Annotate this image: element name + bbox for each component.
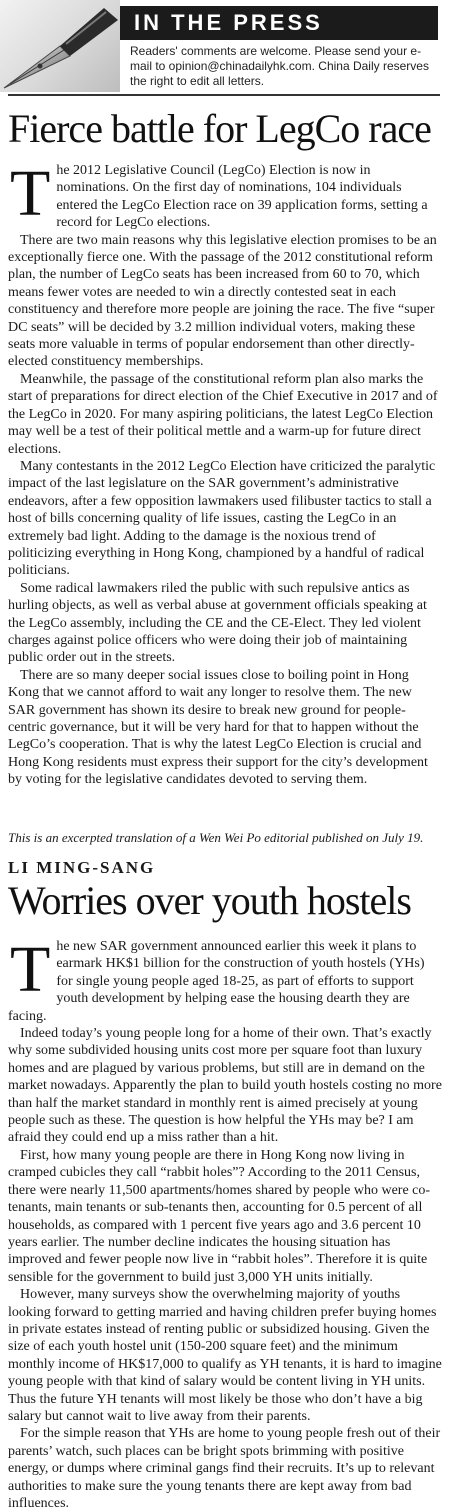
- article-1-paragraph: The 2012 Legislative Council (LegCo) Election is now in nominations. On the first day of nominations, 104 individuals entered the LegCo Election race on 39 application forms, setting a record for LegCo elections.: [10, 157, 428, 231]
- article-1-paragraph: Some radical lawmakers riled the public with such repulsive antics as hurling objects, as well as verbal abuse at government officials speaking at the LegCo assembly, including the CE and the CE-Elect. They led violent charges against police officers who were doing their job of maintaining public order out in the streets.: [8, 580, 427, 666]
- article-2-paragraph: First, how many young people are there in Hong Kong now living in cramped cubicles they call “rabbit holes”? According to the 2011 Census, there were nearly 11,500 apartments/homes shared by people who were co-tenants, main tenants or sub-tenants then, accounting for 0.5 percent of all households, as compared with 1 percent five years ago and 3.6 percent 10 years earlier. The number decline indicates the housing situation has improved and fewer people now live in “rabbit holes”. Therefore it is quite sensible for the government to build just 3,000 YH units initially.: [8, 1147, 431, 1285]
- article-1-paragraph: There are two main reasons why this legislative election promises to be an exceptionally fierce one. With the passage of the 2012 constitutional reform plan, the number of LegCo seats has been increased from 60 to 70, which means fewer votes are needed to win a directly contested seat in each constituency and therefore more people are joining the race. The five “super DC seats” will be decided by 3.2 million individual voters, making these seats more valuable in terms of popular endorsement than other directly-elected constituency memberships.: [8, 232, 437, 370]
- article-2-headline: Worries over youth hostels: [8, 878, 411, 923]
- article-2-paragraph: However, many surveys show the overwhelming majority of youths looking forward to getting married and having children prefer buying homes in private estates instead of renting public or subsidized housing. Given the size of each youth hostel unit (150-200 square feet) and the minimum monthly income of HK$17,000 to qualify as YH tenants, it is hard to imagine young people with that kind of salary would be content living in YH units. Thus the future YH tenants will most likely be those who don’t have a big salary but cannot wait to live away from their parents.: [8, 1287, 442, 1424]
- article-2-paragraph: For the simple reason that YHs are home to young people fresh out of their parents’ watch, such places can be bright spots brimming with positive energy, or dumps where criminal gangs find their recruits. It’s up to relevant authorities to make sure the young tenants there are kept away from bad influences.: [8, 1426, 441, 1511]
- article-1-body: [8, 157, 442, 789]
- editorial-credit: This is an excerpted translation of a Wen Wei Po editorial published on July 19.: [8, 830, 424, 845]
- press-header: [0, 0, 450, 92]
- article-1-headline: Fierce battle for LegCo race: [8, 106, 431, 151]
- article-2-paragraph: The new SAR government announced earlier this week it plans to earmark HK$1 billion for the construction of youth hostels (YHs) for single young people aged 18-25, as part of efforts to support youth development by helping ease the housing dearth they are facing.: [8, 933, 425, 1024]
- article-1-paragraph: There are so many deeper social issues close to boiling point in Hong Kong that we cannot afford to wait any longer to resolve them. The new SAR government has shown its desire to break new ground for people-centric governance, but it will be very hard for that to happen without the LegCo’s cooperation. That is why the latest LegCo Election is crucial and Hong Kong residents must express their support for the city’s development by voting for the legislative candidates devoted to serving them.: [8, 667, 428, 788]
- section-title-bar: [120, 6, 438, 40]
- article-2-body: [8, 933, 442, 1512]
- author-byline: LI MING-SANG: [8, 858, 156, 877]
- reader-note: Readers' comments are welcome. Please send your e-mail to opinion@chinadailyhk.com. China Daily reserves the right to edit all letters.: [130, 44, 429, 88]
- article-1-paragraph: Many contestants in the 2012 LegCo Election have criticized the paralytic impact of the last legislature on the SAR government’s administrative endeavors, after a few opposition lawmakers used filibuster tactics to stall a host of bills concerning quality of life issues, casting the LegCo in an extremely bad light. Adding to the damage is the noxious trend of politicizing everything in Hong Kong, championed by a handful of radical politicians.: [8, 458, 436, 579]
- section-title: IN THE PRESS: [134, 10, 323, 35]
- divider: [8, 94, 440, 96]
- drop-cap: T: [10, 933, 51, 1006]
- fountain-pen-icon: [0, 0, 120, 92]
- article-1-paragraph: Meanwhile, the passage of the constitutional reform plan also marks the start of preparations for direct election of the Chief Executive in 2017 and of the LegCo in 2020. For many aspiring politicians, the latest LegCo Election may well be a test of their political mettle and a warm-up for future direct elections.: [8, 371, 438, 457]
- article-2-paragraph: Indeed today’s young people long for a home of their own. That’s exactly why some subdivided housing units cost more per square foot than luxury homes and are plagued by various problems, but still are in demand on the market nowadays. Apparently the plan to build youth hostels costing no more than half the market standard in monthly rent is aimed precisely at young people such as these. The question is how helpful the YHs may be? I am afraid they could end up a miss rather than a hit.: [8, 1026, 442, 1146]
- drop-cap: T: [10, 157, 51, 230]
